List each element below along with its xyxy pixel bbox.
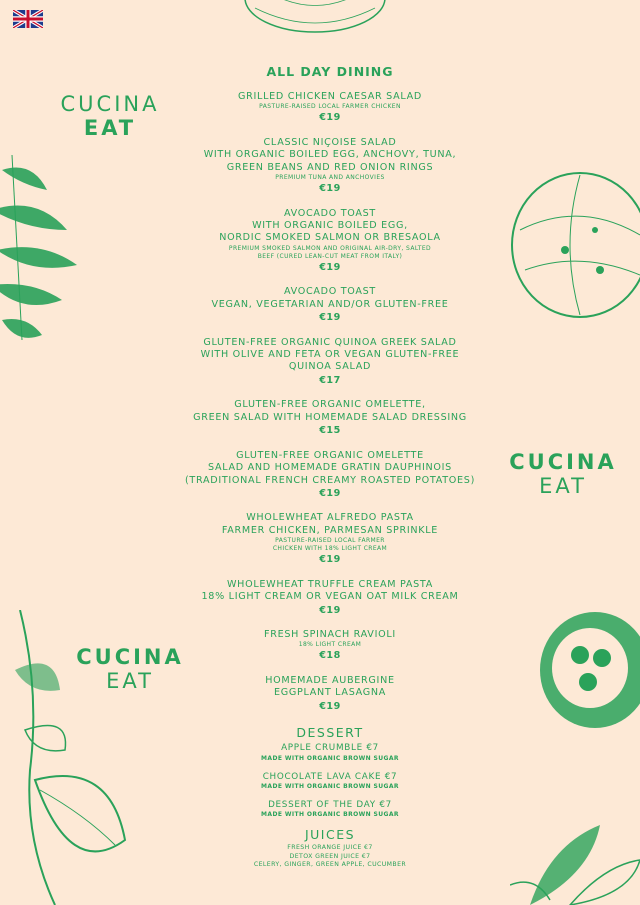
menu-item-price: €15: [319, 425, 341, 437]
menu-item-note: CHICKEN WITH 18% LIGHT CREAM: [272, 545, 388, 553]
menu-item: [170, 91, 490, 124]
menu-item: [170, 579, 490, 617]
menu-item-name-line: QUINOA SALAD: [288, 361, 372, 373]
menu-item-note: BEEF (CURED LEAN-CUT MEAT FROM ITALY): [257, 252, 403, 260]
menu-item-price: €19: [319, 554, 341, 566]
menu-item-price: €17: [319, 374, 341, 386]
menu-item-name-line: GLUTEN-FREE ORGANIC OMELETTE,: [234, 399, 426, 411]
menu-item-name-line: WITH OLIVE AND FETA OR VEGAN GLUTEN-FREE: [200, 349, 460, 361]
dessert-item-note: MADE WITH ORGANIC BROWN SUGAR: [261, 783, 399, 791]
section-title-all-day-dining: ALL DAY DINING: [266, 64, 394, 79]
menu-item-name-line: AVOCADO TOAST: [283, 286, 376, 298]
menu-item-price: €19: [319, 700, 341, 712]
menu-item: [170, 208, 490, 274]
brand-word-cucina: CUCINA: [509, 450, 617, 474]
dessert-item: [170, 771, 490, 791]
menu-item-name-line: WITH ORGANIC BOILED EGG, ANCHOVY, TUNA,: [203, 149, 457, 161]
menu-item: [170, 399, 490, 437]
menu-item: [170, 512, 490, 566]
uk-flag-icon[interactable]: [13, 10, 43, 28]
menu-item-note: PREMIUM TUNA AND ANCHOVIES: [275, 174, 385, 182]
menu-item-price: €18: [319, 650, 341, 662]
menu-item-name-line: WHOLEWHEAT TRUFFLE CREAM PASTA: [226, 578, 433, 590]
menu-item: [170, 337, 490, 387]
artichoke-illustration: [0, 150, 82, 345]
menu-item-price: €19: [319, 487, 341, 499]
dessert-item-name: CHOCOLATE LAVA CAKE €7: [262, 771, 398, 782]
herb-leaves-illustration: [510, 815, 640, 905]
top-vegetable-illustration: [225, 0, 405, 38]
menu-item-name-line: (TRADITIONAL FRENCH CREAMY ROASTED POTATOES): [184, 474, 476, 486]
menu-item: [170, 629, 490, 662]
menu-item-note: PASTURE-RAISED LOCAL FARMER CHICKEN: [259, 103, 401, 111]
menu-item-price: €19: [319, 183, 341, 195]
menu-item-name-line: 18% LIGHT CREAM OR VEGAN OAT MILK CREAM: [201, 591, 459, 603]
menu-item-note: 18% LIGHT CREAM: [298, 641, 362, 649]
juice-line: FRESH ORANGE JUICE €7: [287, 844, 373, 852]
juice-line: CELERY, GINGER, GREEN APPLE, CUCUMBER: [253, 861, 407, 869]
section-title-juices: JUICES: [304, 827, 356, 843]
menu-item-name-line: GREEN SALAD WITH HOMEMADE SALAD DRESSING: [193, 411, 467, 423]
menu-item-list: [170, 91, 490, 713]
brand-word-cucina: CUCINA: [60, 92, 160, 116]
menu-item: [170, 675, 490, 713]
brand-word-eat: EAT: [539, 474, 587, 498]
menu-item-name-line: CLASSIC NIÇOISE SALAD: [263, 136, 397, 148]
menu-item-name-line: HOMEMADE AUBERGINE: [265, 674, 395, 686]
menu-item-name-line: GRILLED CHICKEN CAESAR SALAD: [238, 91, 422, 102]
menu-item-name-line: WITH ORGANIC BOILED EGG,: [252, 220, 408, 232]
juice-list: [170, 844, 490, 869]
dessert-item-name: APPLE CRUMBLE €7: [281, 743, 379, 754]
dessert-item-name: DESSERT OF THE DAY €7: [268, 800, 392, 811]
dessert-list: [170, 742, 490, 819]
brand-word-cucina: CUCINA: [76, 645, 184, 669]
menu-item-name-line: GREEN BEANS AND RED ONION RINGS: [226, 161, 434, 173]
menu-item-name-line: GLUTEN-FREE ORGANIC OMELETTE: [236, 449, 424, 461]
brand-word-eat: EAT: [106, 669, 154, 693]
menu-item-name-line: AVOCADO TOAST: [283, 207, 376, 219]
menu-item-name-line: SALAD AND HOMEMADE GRATIN DAUPHINOIS: [208, 462, 452, 474]
section-title-dessert: DESSERT: [296, 725, 364, 741]
menu-item-name-line: FRESH SPINACH RAVIOLI: [264, 629, 396, 641]
menu-item-name-line: WHOLEWHEAT ALFREDO PASTA: [246, 512, 414, 524]
menu-item-note: PREMIUM SMOKED SALMON AND ORIGINAL AIR-DRY, SALTED: [228, 244, 432, 252]
menu-column: [170, 64, 490, 870]
menu-item-name-line: GLUTEN-FREE ORGANIC QUINOA GREEK SALAD: [203, 336, 457, 348]
cut-fruit-illustration: [530, 600, 640, 745]
brand-logo-bottom-left: [75, 645, 185, 693]
menu-item-price: €19: [319, 604, 341, 616]
dessert-item: [170, 742, 490, 762]
dessert-item: [170, 799, 490, 819]
brand-logo-top-left: [55, 92, 165, 140]
brand-logo-right: [508, 450, 618, 498]
menu-item-name-line: FARMER CHICKEN, PARMESAN SPRINKLE: [221, 524, 439, 536]
menu-item-price: €19: [319, 312, 341, 324]
menu-item-price: €19: [319, 261, 341, 273]
melon-illustration: [500, 160, 640, 325]
menu-item: [170, 286, 490, 324]
menu-item: [170, 137, 490, 195]
juice-line: DETOX GREEN JUICE €7: [289, 852, 371, 860]
menu-item-name-line: VEGAN, VEGETARIAN AND/OR GLUTEN-FREE: [211, 298, 449, 310]
dessert-item-note: MADE WITH ORGANIC BROWN SUGAR: [261, 754, 399, 762]
menu-item-name-line: EGGPLANT LASAGNA: [273, 687, 387, 699]
menu-item-name-line: NORDIC SMOKED SALMON OR BRESAOLA: [219, 232, 441, 244]
brand-word-eat: EAT: [83, 116, 137, 140]
menu-item: [170, 450, 490, 500]
menu-item-note: PASTURE-RAISED LOCAL FARMER: [275, 537, 385, 545]
menu-item-price: €19: [319, 112, 341, 124]
dessert-item-note: MADE WITH ORGANIC BROWN SUGAR: [261, 811, 399, 819]
